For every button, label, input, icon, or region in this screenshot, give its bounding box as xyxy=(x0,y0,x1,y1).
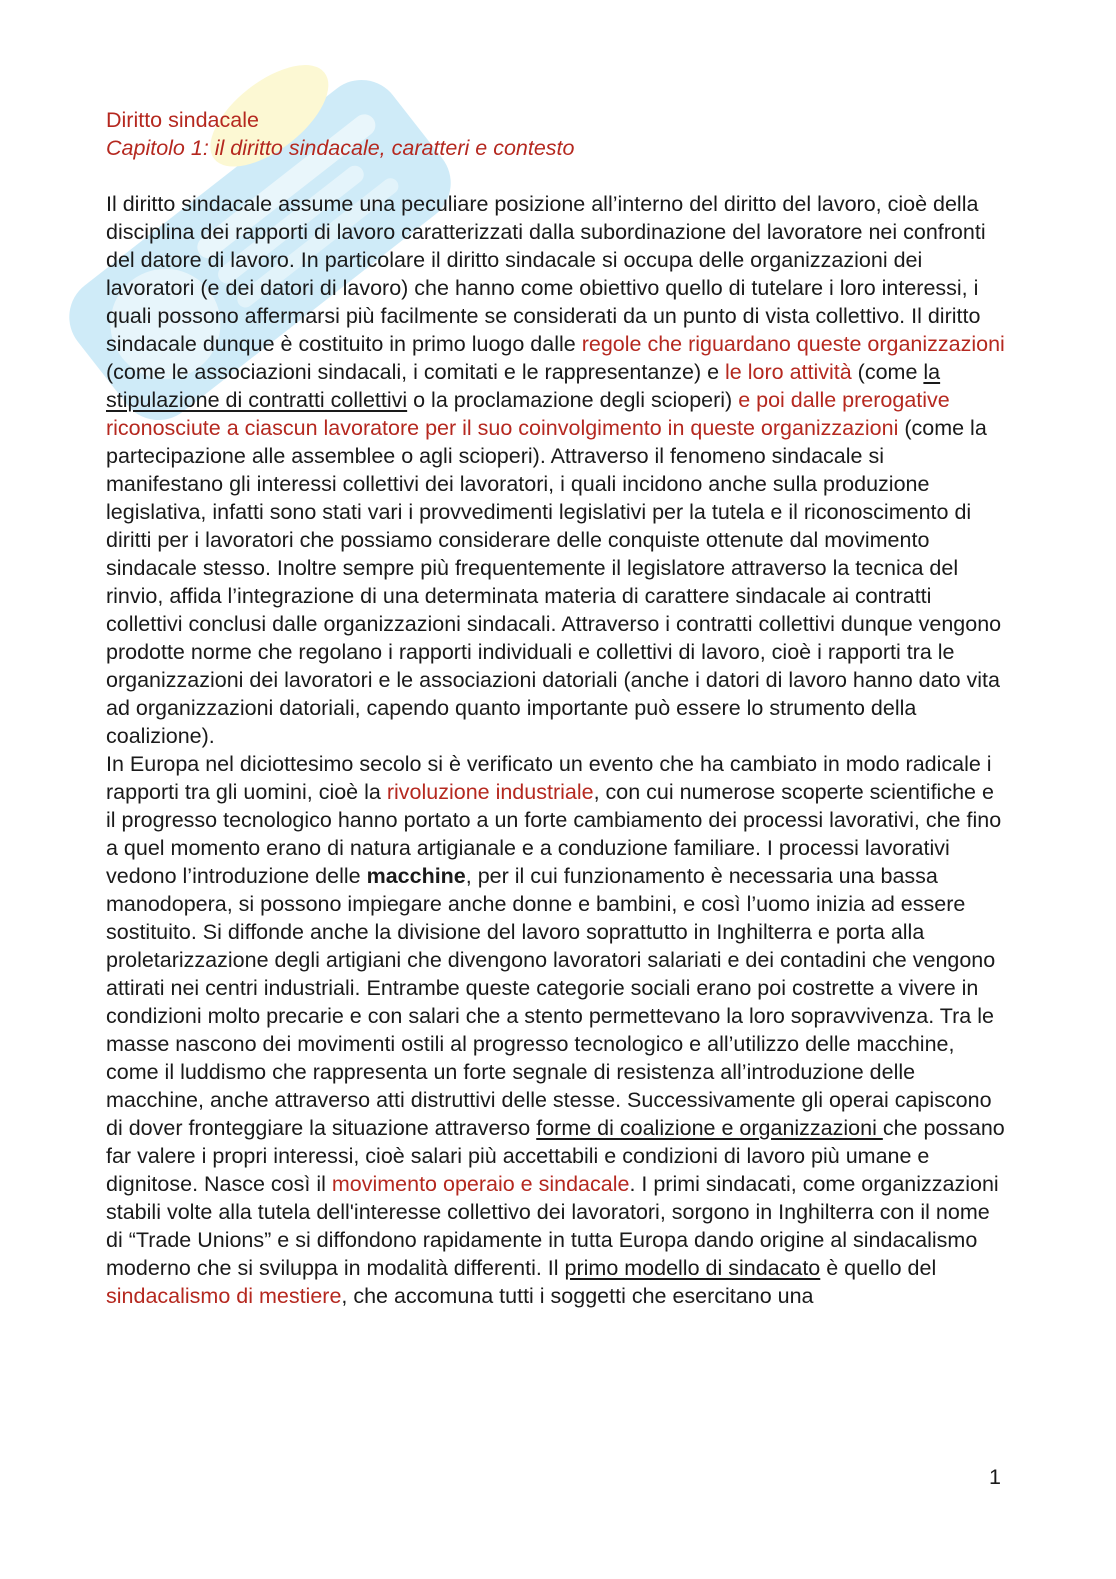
document-title: Diritto sindacale xyxy=(106,108,259,132)
text-span: (come le associazioni sindacali, i comitati e le rappresentanze) e xyxy=(106,360,726,384)
text-span: , con cui numerose scoperte scientifiche e il progresso tecnologico hanno portato a un forte cambiamento dei processi lavorativi, che fino a quel momento erano di natura artigianale e a conduzione familiare. I processi lavorativi vedono l’introduzione delle xyxy=(106,780,1002,888)
highlight-text: sindacalismo di mestiere xyxy=(106,1284,342,1308)
highlight-text: regole che riguardano queste organizzazioni xyxy=(581,332,1005,356)
underlined-text: la stipulazione di contratti collettivi xyxy=(106,360,941,412)
text-span: , per il cui funzionamento è necessaria una bassa manodopera, si possono impiegare anche donne e bambini, e così l’uomo inizia ad essere sostituito. Si diffonde anche la divisione del lavoro soprattutto in Inghilterra e porta alla proletarizzazione degli artigiani che divengono lavoratori salariati e dei contadini che vengono attirati nei centri industriali. Entrambe queste categorie sociali erano poi costrette a vivere in condizioni molto precarie e con salari che a stento permettevano la loro sopravvivenza. Tra le masse nascono dei movimenti ostili al progresso tecnologico e all’utilizzo delle macchine, come il luddismo che rappresenta un forte segnale di resistenza all’introduzione delle macchine, anche attraverso atti distruttivi delle stesse. Successivamente gli operai capiscono di dover fronteggiare la situazione attraverso xyxy=(106,864,996,1140)
paragraph-1 xyxy=(106,190,1006,750)
document-body xyxy=(106,106,1006,1310)
text-span: (come la partecipazione alle assemblee o agli scioperi). Attraverso il fenomeno sindacale si manifestano gli interessi collettivi dei lavoratori, i quali incidono anche sulla produzione legislativa, infatti sono stati vari i provvedimenti legislativi per la tutela e il riconoscimento di diritti per i lavoratori che possiamo considerare delle conquiste ottenute dal movimento sindacale stesso. Inoltre sempre più frequentemente il legislatore attraverso la tecnica del rinvio, affida l’integrazione di una determinata materia di carattere sindacale ai contratti collettivi conclusi dalle organizzazioni sindacali. Attraverso i contratti collettivi dunque vengono prodotte norme che regolano i rapporti individuali e collettivi di lavoro, cioè i rapporti tra le organizzazioni dei lavoratori e le associazioni datoriali (anche i datori di lavoro hanno dato vita ad organizzazioni datoriali, capendo quanto importante può essere lo strumento della coalizione). xyxy=(106,416,1002,748)
paragraph-2 xyxy=(106,750,1006,1310)
text-span: Il diritto sindacale assume una peculiare posizione all’interno del diritto del lavoro, cioè della disciplina dei rapporti di lavoro caratterizzati dalla subordinazione del lavoratore nei confronti del datore di lavoro. In particolare il diritto sindacale si occupa delle organizzazioni dei lavoratori (e dei datori di lavoro) che hanno come obiettivo quello di tutelare i loro interessi, i quali possono affermarsi più facilmente se considerati da un punto di vista collettivo. Il diritto sindacale dunque è costituito in primo luogo dalle xyxy=(106,192,986,356)
text-span: . I primi sindacati, come organizzazioni stabili volte alla tutela dell'interesse collettivo dei lavoratori, sorgono in Inghilterra con il nome di “Trade Unions” e si diffondono rapidamente in tutta Europa dando origine al sindacalismo moderno che si sviluppa in modalità differenti. Il xyxy=(106,1172,999,1280)
text-span: In Europa nel diciottesimo secolo si è verificato un evento che ha cambiato in modo radicale i rapporti tra gli uomini, cioè la xyxy=(106,752,992,804)
text-span: o la proclamazione degli scioperi) xyxy=(407,388,739,412)
underlined-text: forme di coalizione e organizzazioni xyxy=(536,1116,883,1140)
bold-text: macchine xyxy=(366,864,466,888)
body-text xyxy=(106,190,1006,1310)
highlight-text: e poi dalle prerogative riconosciute a ciascun lavoratore per il suo coinvolgimento in queste organizzazioni xyxy=(106,388,950,440)
chapter-title: Capitolo 1: il diritto sindacale, caratteri e contesto xyxy=(106,136,575,160)
text-span: è quello del xyxy=(820,1256,937,1280)
page-number: 1 xyxy=(989,1465,1001,1489)
text-span: che possano far valere i propri interessi, cioè salari più accettabili e condizioni di lavoro più umane e dignitose. Nasce così il xyxy=(106,1116,1005,1196)
text-span: (come xyxy=(851,360,924,384)
underlined-text: primo modello di sindacato xyxy=(564,1256,821,1280)
highlight-text: rivoluzione industriale xyxy=(386,780,594,804)
highlight-text: movimento operaio e sindacale xyxy=(331,1172,630,1196)
highlight-text: le loro attività xyxy=(725,360,852,384)
text-span: , che accomuna tutti i soggetti che esercitano una xyxy=(341,1284,814,1308)
